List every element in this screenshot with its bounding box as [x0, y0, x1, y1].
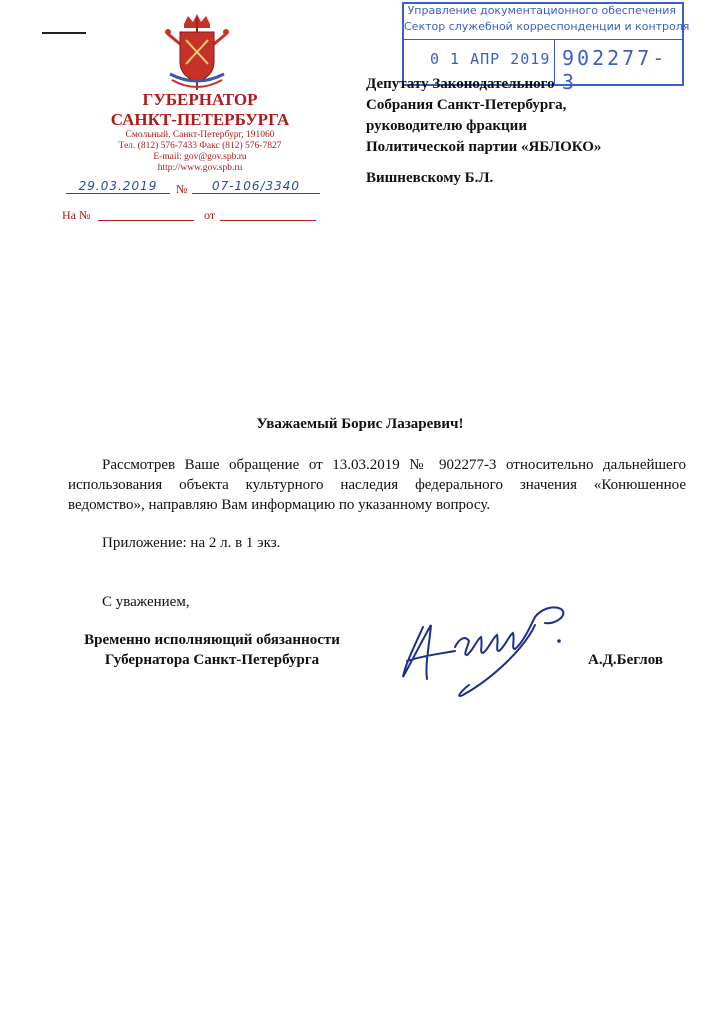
- stamp-sector: Сектор служебной корреспонденции и контроля: [404, 20, 690, 33]
- letterhead-title-line1: ГУБЕРНАТОР: [142, 90, 258, 109]
- stamp-date: 0 1 АПР 2019: [430, 50, 551, 68]
- signatory-role: [62, 630, 362, 670]
- stamp-divider: [404, 39, 682, 40]
- registration-row: [62, 179, 332, 198]
- addressee-line1: Депутату Законодательного: [366, 76, 555, 92]
- letterhead-contacts: [60, 130, 340, 174]
- addressee-line4: Политической партии «ЯБЛОКО»: [366, 139, 602, 155]
- addressee-block: [366, 74, 686, 158]
- stamp-department: Управление документационного обеспечения: [407, 4, 676, 17]
- salutation: Уважаемый Борис Лазаревич!: [256, 416, 464, 432]
- handwritten-signature: [385, 595, 585, 705]
- letterhead-website: http://www.gov.spb.ru: [157, 163, 243, 173]
- registration-number-label: №: [176, 182, 188, 196]
- signatory-name: А.Д.Беглов: [588, 652, 663, 668]
- reply-reference-row: [62, 208, 332, 224]
- registration-number: 07-106/3340: [192, 179, 320, 194]
- signatory-role-line2: Губернатора Санкт-Петербурга: [104, 652, 320, 668]
- letterhead-phone-fax: Тел. (812) 576-7433 Факс (812) 576-7827: [118, 141, 282, 151]
- coat-of-arms-icon: [160, 14, 234, 94]
- addressee-name: Вишневскому Б.Л.: [366, 170, 494, 186]
- reply-number-label: На №: [62, 208, 91, 222]
- addressee-line3: руководителю фракции: [366, 118, 527, 134]
- closing: С уважением,: [102, 594, 190, 610]
- registration-date: 29.03.2019: [66, 179, 170, 194]
- stamp-number: 902277-3: [562, 46, 668, 94]
- reply-date-blank: [220, 220, 316, 221]
- attachment-note: Приложение: на 2 л. в 1 экз.: [102, 535, 281, 551]
- signatory-role-line1: Временно исполняющий обязанности: [84, 632, 340, 648]
- body-paragraph: Рассмотрев Ваше обращение от 13.03.2019 № 902277-3 относительно дальнейшего использования объекта культурного наследия федерального значения «Конюшенное ведомство», направляю Вам информацию по указанному вопросу.: [68, 457, 686, 513]
- addressee-line2: Собрания Санкт-Петербурга,: [366, 97, 567, 113]
- letterhead-title-line2: САНКТ-ПЕТЕРБУРГА: [110, 110, 290, 129]
- letterhead-address: Смольный, Санкт-Петербург, 191060: [125, 130, 275, 140]
- reply-number-blank: [98, 220, 194, 221]
- reply-date-label: от: [204, 208, 216, 222]
- corner-mark: [42, 32, 86, 34]
- letterhead-email: E-mail: gov@gov.spb.ru: [153, 152, 247, 162]
